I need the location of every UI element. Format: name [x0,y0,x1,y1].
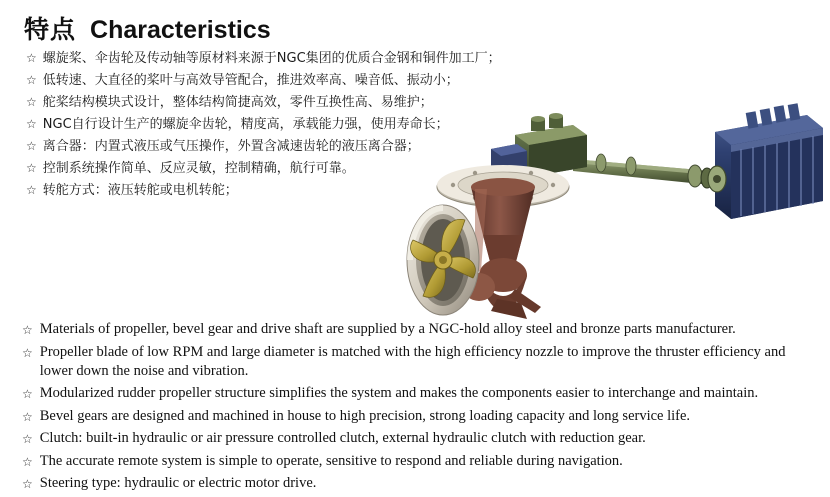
star-icon: ☆ [26,73,37,87]
star-icon: ☆ [22,477,33,491]
star-icon: ☆ [22,387,33,401]
list-item-label: 螺旋桨、伞齿轮及传动轴等原材料来源于NGC集团的优质合金钢和铜件加工厂； [42,51,501,66]
list-item-label: Bevel gears are designed and machined in house to high precision, strong loading capacity and long service life. [39,407,691,424]
list-item [22,343,812,382]
drive-shaft [573,154,726,192]
list-item-label: 低转速、大直径的桨叶与高效导管配合，推进效率高、噪音低、振动小； [42,73,459,88]
english-feature-list [22,320,812,497]
star-icon: ☆ [22,454,33,469]
list-item [22,407,812,427]
list-item-label: NGC自行设计生产的螺旋伞齿轮，精度高，承载能力强，使用寿命长； [42,117,449,132]
list-item-label: 转舵方式：液压转舵或电机转舵； [42,183,238,198]
list-item [26,48,501,69]
thruster-illustration [395,75,825,320]
list-item-label: Clutch: built-in hydraulic or air pressure controlled clutch, external hydraulic clutch with reduction gear. [39,430,646,446]
list-item-label: Modularized rudder propeller structure simplifies the system and makes the components easier to interchange and maintain. [39,385,759,401]
list-item-label: 离合器：内置式液压或气压操作，外置含减速齿轮的液压离合器； [42,139,420,154]
star-icon: ☆ [26,117,37,131]
list-item [22,384,812,404]
engine-unit [715,103,823,219]
star-icon: ☆ [26,95,37,109]
list-item-label: Steering type: hydraulic or electric motor drive. [39,475,317,491]
star-icon: ☆ [22,432,33,446]
list-item [22,474,812,494]
page-title [24,10,271,46]
list-item-label: 控制系统操作简单、反应灵敏，控制精确，航行可靠。 [42,161,355,176]
star-icon: ☆ [26,139,37,153]
list-item-label: The accurate remote system is simple to operate, sensitive to respond and reliable during navigation. [39,452,623,469]
star-icon: ☆ [26,183,37,197]
list-item [22,452,812,472]
list-item [22,429,812,449]
page-title-english: Characteristics [90,16,271,44]
star-icon: ☆ [22,345,33,360]
list-item [22,320,812,340]
star-icon: ☆ [22,323,33,337]
list-item-label: Propeller blade of low RPM and large diameter is matched with the high efficiency nozzle to improve the thruster efficiency and lower down the noise and vibration. [39,343,786,379]
star-icon: ☆ [26,51,37,65]
list-item-label: 舵桨结构模块式设计，整体结构简捷高效，零件互换性高、易维护； [42,95,433,110]
star-icon: ☆ [22,409,33,424]
list-item-label: Materials of propeller, bevel gear and drive shaft are supplied by a NGC-hold alloy steel and bronze parts manufacturer. [39,321,736,337]
page-title-chinese: 特点 [24,15,77,44]
star-icon: ☆ [26,161,37,175]
